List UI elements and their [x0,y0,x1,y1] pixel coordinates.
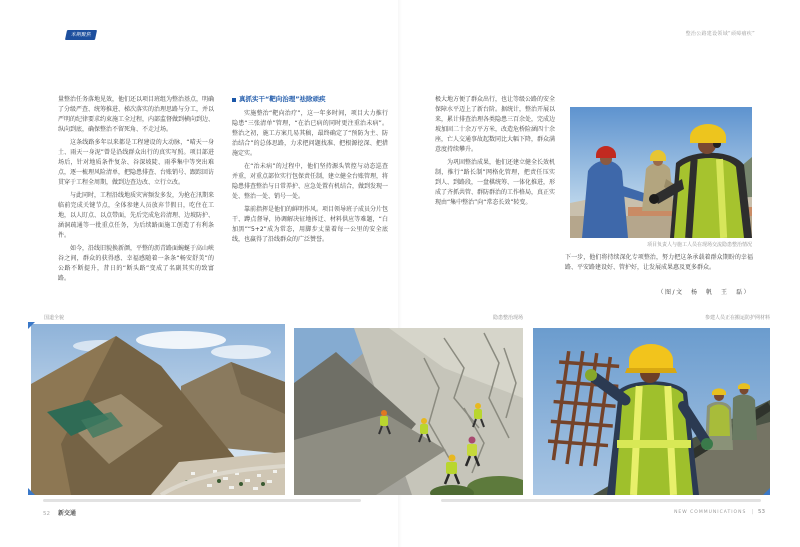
body-paragraph: 如今，沿线旧貌换新颜，平整的沥青路面蜿蜒于高山峡谷之间，群众的获得感、幸福感随着一条条“畅安舒美”的公路不断提升，昔日的“断头路”变成了名副其实的致富路。 [58,245,215,282]
footer-right [674,509,765,515]
magazine-title: 新交通 [58,510,77,517]
running-header: 整治公路建设领域“顽瘴痼疾” [685,31,755,37]
cloud [136,331,226,349]
body-paragraph: 极大地方便了群众出行，也让等级公路的安全保障水平迈上了新台阶。据统计，整治开展以来，累计排查治理各类隐患三百余处，完成边坡加固二十余万平方米，改造危桥险涵四十余座，亡人交通事故起数同比大幅下降，群众满意度持续攀升。 [435,96,556,153]
photo-carrying-art [533,328,770,495]
body-paragraph: 这条线路多年以来都是工程建设的大动脉，“晴天一身土、雨天一身泥”曾是沿线群众出行的真实写照。项目部进场后，针对地质条件复杂、谷深坡陡、雨季集中等突出难点，逐一梳理风险清单，把隐患排查、台账销号、跟踪回访贯穿于工程全周期，做到边查边改、立行立改。 [58,139,215,186]
footer-divider: | [751,509,753,515]
photo-workers-carrying-steel [533,328,770,495]
closing-paragraph: 下一步，他们将持续深化专项整治，努力把这条承载着群众期盼的幸福路、平安路建设好、管护好，让发展成果惠及更多群众。 [565,254,753,271]
section-heading [232,95,388,104]
footer-left [43,508,76,517]
photo-caption-valley: 国道全貌 [44,315,65,321]
photo-caption: 项目负责人与施工人员在现场交流隐患整治情况 [646,242,752,248]
text-column-2 [232,95,388,248]
photo-caption-slope: 隐患整治现场 [492,315,523,321]
footer-rule-right [441,499,761,502]
photo-workers-discussion [570,107,752,238]
section-badge: 本期聚焦 [65,30,97,40]
photo-workers-discussion-art [570,107,752,238]
body-paragraph: 与此同时，工程沿线地质灾害频发多发，为抢在汛期来临前完成关键节点，全体参建人员放弃节假日，吃住在工地，以人盯点、以点带面，先后完成危岩清理、边坡防护、涵洞疏通等一批重点任务，为后续路面施工创造了有利条件。 [58,192,215,239]
body-paragraph: 为巩固整治成果，他们还建立健全长效机制，推行“路长制”网格化管理，把责任压实到人、到路段，一盘棋统筹、一体化推进，形成了齐抓共管、群防群治的工作格局，真正实现由“集中整治”向“常态长效”转变。 [435,159,556,206]
photo-rock-slope-workers [294,328,523,495]
page-number-left: 52 [43,511,50,517]
magazine-title-en: NEW COMMUNICATIONS [674,510,747,515]
photo-caption-carrying: 参建人员正在搬运防护网材料 [704,315,770,321]
photo-valley-panorama [31,324,285,495]
body-paragraph: 在“治未病”的过程中，他们坚持源头管控与动态巡查并重，对重点部位实行包保责任制，建立健全台账管理，将隐患排查整治与日常养护、应急处置有机结合，做到发现一处、整治一处、销号一处。 [232,163,389,200]
photo-rock-slope-art [294,328,523,495]
footer-rule-left [43,499,361,502]
text-column-1 [58,95,214,287]
body-paragraph: 靠前指挥是他们的鲜明作风。项目领导班子成员分片包干、蹲点督导，协调解决征地拆迁、材料供应等难题，“白加黑”“5+2”成为常态，用脚步丈量着每一公里的安全底线，也赢得了沿线群众的广泛赞誉。 [232,206,389,243]
square-bullet-icon [232,98,236,102]
body-paragraph: 量整治任务落地见效，他们还以项目班组为整治基点，明确了分级严查、统筹推进、梯次落实的治理思路与分工，并以严明的纪律要求约束施工全过程，内部监督做到横向到边、纵向到底，确保整治不留死角、不走过场。 [58,96,215,133]
page-number-right: 53 [758,509,765,515]
text-column-3 [435,95,555,211]
section-heading-text: 真抓实干“靶向治理”祛除顽疾 [239,95,326,103]
byline: （图/文 杨 帆 王 磊） [657,289,751,296]
cloud [211,345,271,359]
body-paragraph: 实施整治“靶向治疗”，这一年多时间，项目大力推行隐患“三张清单”管理，“在治已病的同时更注重治未病”。整治之初，施工方案几易其稿，最终确定了“预防为主、防治结合”的总体思路，力求把问题找准、把根源挖深、把措施定实。 [232,110,388,157]
photo-valley-art [31,324,285,495]
